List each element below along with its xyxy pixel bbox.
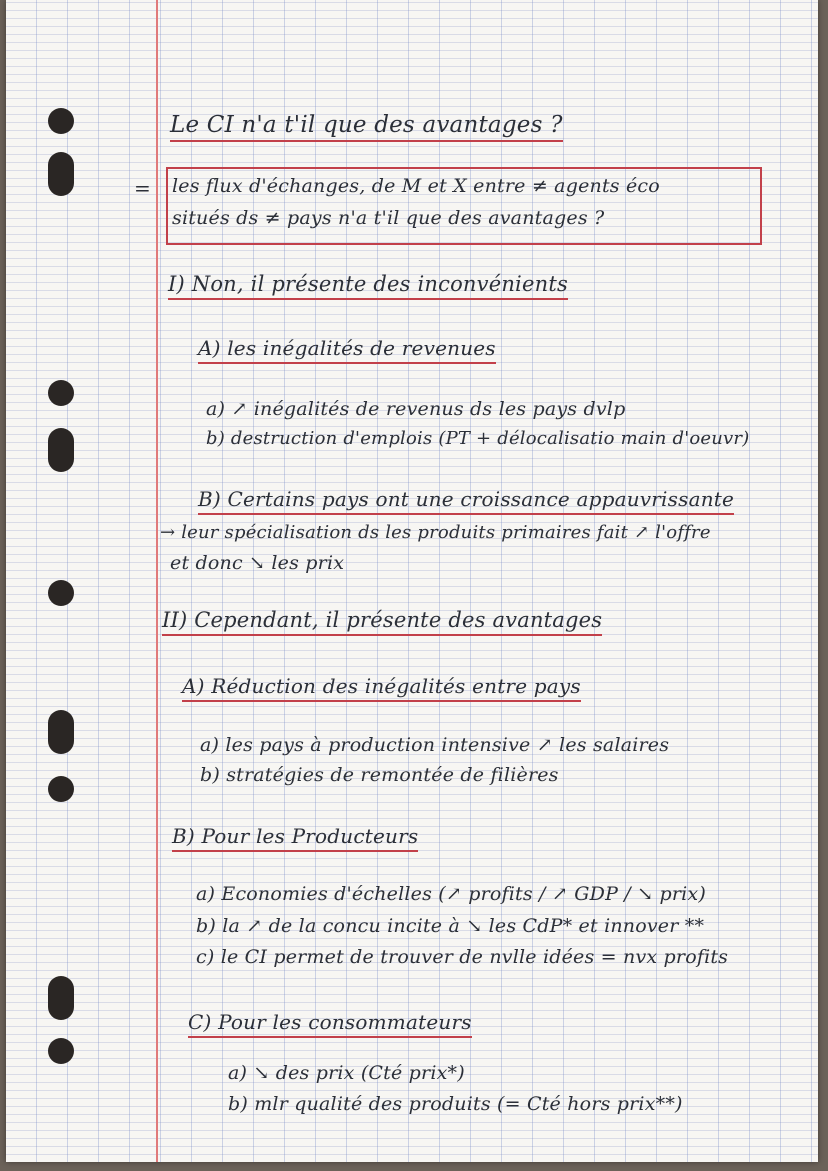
binder-hole: [48, 108, 74, 134]
binder-hole: [48, 380, 74, 406]
part2-b-heading: B) Pour les Producteurs: [172, 824, 418, 852]
equals-sign: =: [134, 176, 151, 200]
page-title: Le CI n'a t'il que des avantages ?: [170, 112, 563, 142]
reformulation-line-2: situés ds ≠ pays n'a t'il que des avantages ?: [172, 207, 605, 229]
part2-c-item-b: b) mlr qualité des produits (= Cté hors prix**): [228, 1093, 683, 1115]
part2-a-heading: A) Réduction des inégalités entre pays: [182, 674, 581, 702]
part2-b-item-b: b) la ↗ de la concu incite à ↘ les CdP* et innover **: [196, 915, 705, 937]
part1-a-item-a: a) ↗ inégalités de revenus ds les pays dvlp: [206, 398, 626, 420]
binder-hole: [48, 580, 74, 606]
binder-hole: [48, 152, 74, 196]
binder-hole: [48, 776, 74, 802]
part2-a-item-b: b) stratégies de remontée de filières: [200, 764, 559, 786]
part1-a-heading: A) les inégalités de revenues: [198, 336, 496, 364]
binder-hole: [48, 428, 74, 472]
part1-b-heading: B) Certains pays ont une croissance appauvrissante: [198, 487, 734, 515]
part1-b-line-1: → leur spécialisation ds les produits primaires fait ↗ l'offre: [160, 522, 711, 543]
part2-c-item-a: a) ↘ des prix (Cté prix*): [228, 1062, 465, 1084]
binder-hole: [48, 1038, 74, 1064]
part2-b-item-c: c) le CI permet de trouver de nvlle idées = nvx profits: [196, 946, 729, 968]
part2-c-heading: C) Pour les consommateurs: [188, 1010, 472, 1038]
part1-heading: I) Non, il présente des inconvénients: [168, 272, 568, 300]
binder-hole: [48, 976, 74, 1020]
part1-a-item-b: b) destruction d'emplois (PT + délocalisatio main d'oeuvr): [206, 428, 750, 449]
part1-b-line-2: et donc ↘ les prix: [170, 552, 345, 574]
reformulation-line-1: les flux d'échanges, de M et X entre ≠ agents éco: [172, 175, 660, 197]
part2-b-item-a: a) Economies d'échelles (↗ profits / ↗ GDP / ↘ prix): [196, 883, 706, 905]
part2-a-item-a: a) les pays à production intensive ↗ les salaires: [200, 734, 670, 756]
part2-heading: II) Cependant, il présente des avantages: [162, 608, 602, 636]
binder-hole: [48, 710, 74, 754]
